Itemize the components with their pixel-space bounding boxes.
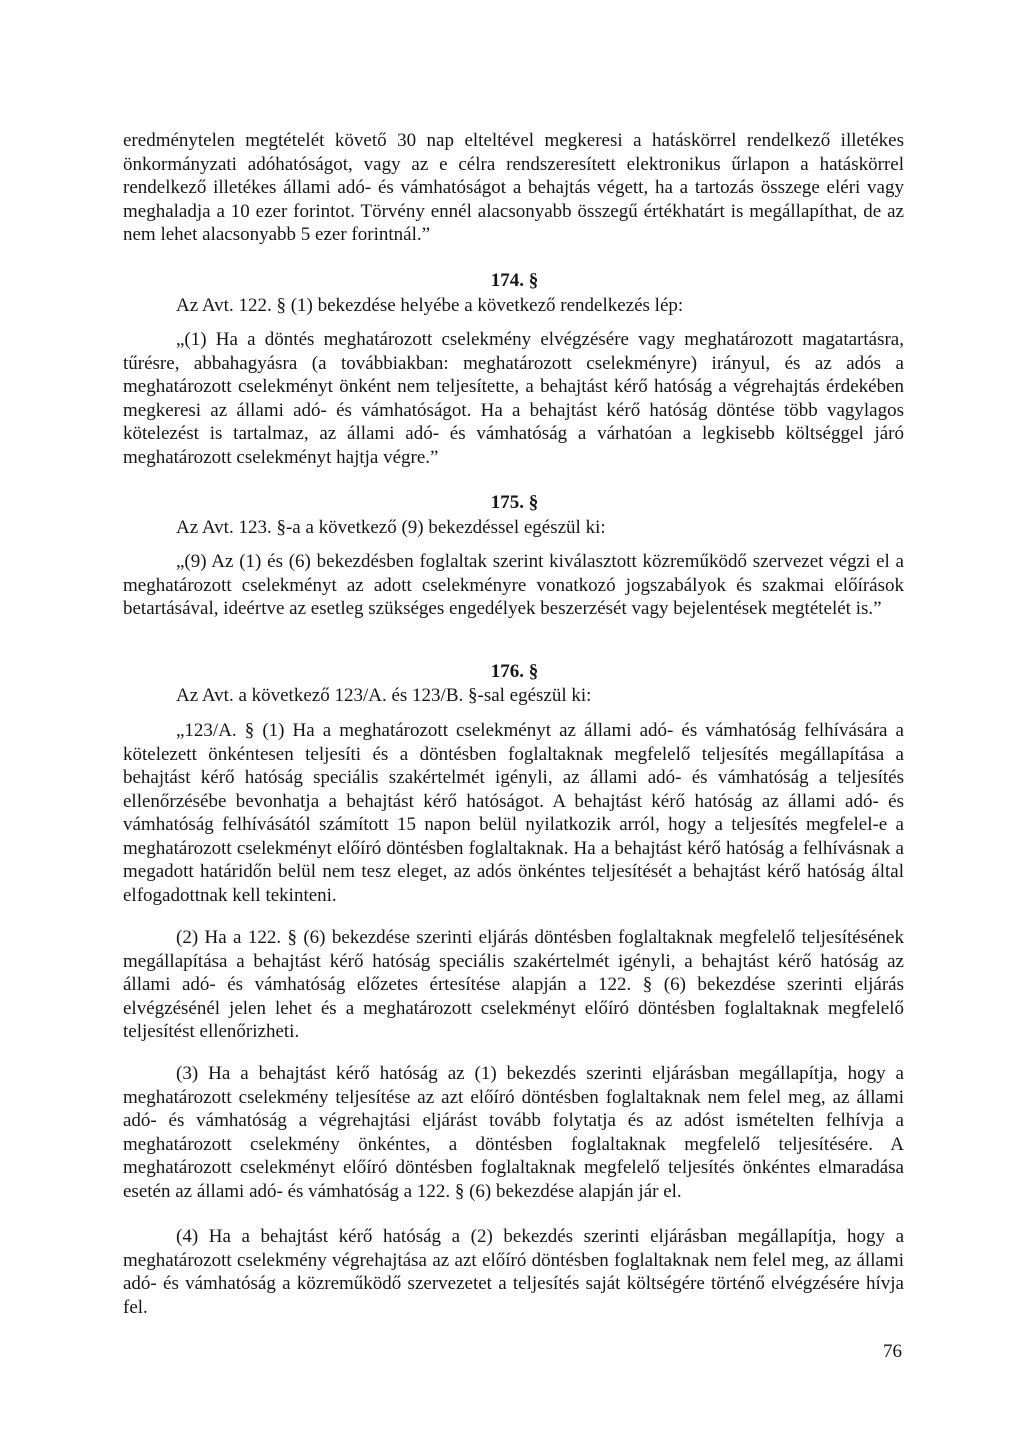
paragraph-amendment-123: Az Avt. 123. §-a a következő (9) bekezdéssel egészül ki:: [176, 517, 606, 538]
section-heading-176: 176. §: [490, 661, 539, 682]
paragraph-123a-2: (2) Ha a 122. § (6) bekezdése szerinti eljárás döntésben foglaltaknak megfelelő teljesítésének megállapítása a behajtást kérő hatóság speciális szakértelmét igényli, a behajtást kérő hatóság az állami adó- és vámhatóság előzetes értesítése alapján a 122. § (6) bekezdése szerinti eljárás elvégzésénél jelen lehet és a meghatározott cselekményt előíró döntésben foglaltaknak megfelelő teljesítést ellenőrizheti.: [123, 927, 904, 1042]
paragraph-amendment-122: Az Avt. 122. § (1) bekezdése helyébe a következő rendelkezés lép:: [176, 295, 684, 316]
paragraph-quote-123a-1: „123/A. § (1) Ha a meghatározott cselekményt az állami adó- és vámhatóság felhívására a kötelezett önkéntesen teljesíti és a döntésben foglaltaknak megfelelő teljesítés megállapítása a behajtást kérő hatóság speciális szakértelmét igényli, az állami adó- és vámhatóság a teljesítés ellenőrzésébe bevonhatja a behajtást kérő hatóságot. A behajtást kérő hatóság az állami adó- és vámhatóság felhívásától számított 15 napon belül nyilatkozik arról, hogy a teljesítés megfelel-e a meghatározott cselekményt előíró döntésben foglaltaknak. Ha a behajtást kérő hatóság a felhívásnak a megadott határidőn belül nem tesz eleget, az adós önkéntes teljesítését a behajtást kérő hatóság által elfogadottnak kell tekinteni.: [123, 720, 904, 906]
paragraph-continuation: eredménytelen megtételét követő 30 nap elteltével megkeresi a hatáskörrel rendelkező illetékes önkormányzati adóhatóságot, vagy az e célra rendszeresített elektronikus űrlapon a hatáskörrel rendelkező illetékes állami adó- és vámhatóságot a behajtás végett, ha a tartozás összege eléri vagy meghaladja a 10 ezer forintot. Törvény ennél alacsonyabb összegű értékhatárt is megállapíthat, de az nem lehet alacsonyabb 5 ezer forintnál.”: [123, 130, 904, 245]
paragraph-123a-3: (3) Ha a behajtást kérő hatóság az (1) bekezdés szerinti eljárásban megállapítja, hogy a meghatározott cselekmény teljesítése az azt előíró döntésben foglaltaknak nem felel meg, az állami adó- és vámhatóság a végrehajtási eljárást tovább folytatja és az adóst ismételten felhívja a meghatározott cselekmény önkéntes, a döntésben foglaltaknak megfelelő teljesítésére. A meghatározott cselekményt előíró döntésben foglaltaknak megfelelő teljesítés önkéntes elmaradása esetén az állami adó- és vámhatóság a 122. § (6) bekezdése alapján jár el.: [123, 1063, 904, 1202]
section-heading-174: 174. §: [490, 270, 539, 291]
page-number: 76: [883, 1341, 902, 1362]
paragraph-quote-122-1: „(1) Ha a döntés meghatározott cselekmény elvégzésére vagy meghatározott magatartásra, tűrésre, abbahagyásra (a továbbiakban: meghatározott cselekményre) irányul, és az adós a meghatározott cselekményt önként nem teljesítette, a behajtást kérő hatóság a végrehajtás érdekében megkeresi az állami adó- és vámhatóságot. Ha a behajtást kérő hatóság döntése több vagylagos kötelezést is tartalmaz, az állami adó- és vámhatóság a várhatóan a legkisebb költséggel járó meghatározott cselekményt hajtja végre.”: [123, 329, 904, 468]
paragraph-amendment-123a-123b: Az Avt. a következő 123/A. és 123/B. §-sal egészül ki:: [176, 685, 592, 706]
section-heading-175: 175. §: [490, 492, 539, 513]
paragraph-123a-4: (4) Ha a behajtást kérő hatóság a (2) bekezdés szerinti eljárásban megállapítja, hogy a meghatározott cselekmény végrehajtása az azt előíró döntésben foglaltaknak nem felel meg, az állami adó- és vámhatóság a közreműködő szervezetet a teljesítés saját költségére történő elvégzésére hívja fel.: [123, 1226, 904, 1318]
paragraph-quote-123-9: „(9) Az (1) és (6) bekezdésben foglaltak szerint kiválasztott közreműködő szervezet végzi el a meghatározott cselekményt az adott cselekményre vonatkozó jogszabályok és szakmai előírások betartásával, ideértve az esetleg szükséges engedélyek beszerzését vagy bejelentések megtételét is.”: [123, 551, 904, 619]
